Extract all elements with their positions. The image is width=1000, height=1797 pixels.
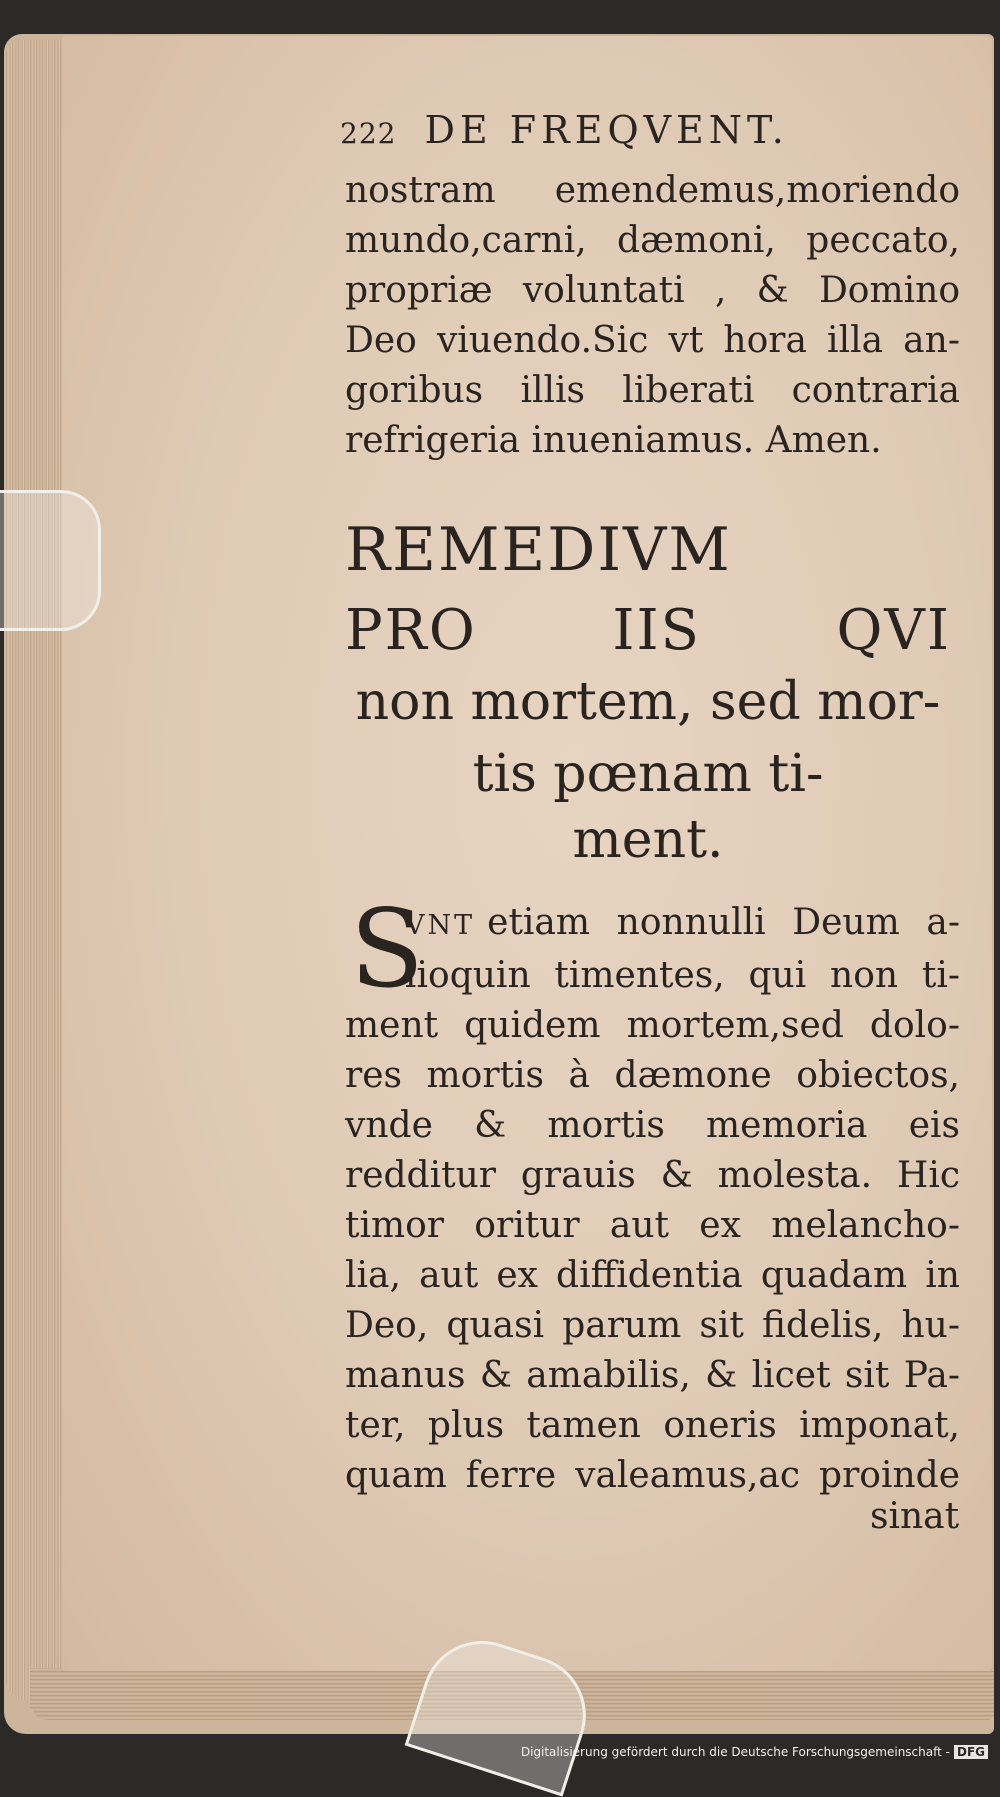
digitization-footer (521, 1745, 988, 1759)
text-line: lioquin timentes, qui non ti- (405, 955, 960, 996)
text-line: Deo viuendo.Sic vt hora illa an- (345, 320, 960, 361)
text-line: ment quidem mortem,sed dolo- (345, 1005, 960, 1046)
text-line: lia, aut ex diffidentia quadam in (345, 1255, 960, 1296)
chapter-subheading-line-3: ment. (572, 810, 724, 870)
body-paragraph (345, 898, 960, 1501)
chapter-heading-line-1: REMEDIVM (345, 515, 732, 585)
running-title: DE FREQVENT. (424, 108, 789, 152)
text-line: ter, plus tamen oneris imponat, (345, 1405, 960, 1446)
prayer-paragraph (345, 166, 960, 466)
page-clip-left (0, 490, 101, 631)
text-line: goribus illis liberati contraria (345, 370, 960, 411)
chapter-subheading-line-2: tis pœnam ti- (472, 744, 824, 804)
running-head (340, 108, 789, 152)
catchword: sinat (870, 1496, 960, 1537)
drop-capital: S (350, 887, 424, 1012)
page-number: 222 (340, 117, 397, 150)
dfg-logo: DFG (954, 1745, 988, 1759)
text-line: Deo, quasi parum sit fidelis, hu- (345, 1305, 960, 1346)
text-line: refrigeria inueniamus. Amen. (345, 420, 882, 461)
text-line (345, 898, 960, 951)
footer-text: Digitalisierung gefördert durch die Deutsche Forschungsgemeinschaft - (520, 1745, 950, 1759)
small-caps-word: VNT (405, 910, 476, 941)
first-line-text: etiam nonnulli Deum a- (487, 902, 960, 943)
chapter-heading-line-2: PRO IIS QVI (345, 598, 951, 663)
text-line: quam ferre valeamus,ac proinde (345, 1455, 960, 1496)
page-edges (6, 40, 64, 1700)
text-line: redditur grauis & molesta. Hic (345, 1155, 960, 1196)
text-line: res mortis à dæmone obiectos, (345, 1055, 960, 1096)
text-line: propriæ voluntati , & Domino (345, 270, 960, 311)
text-line: timor oritur aut ex melancho- (345, 1205, 960, 1246)
text-line: vnde & mortis memoria eis (345, 1105, 960, 1146)
text-line: manus & amabilis, & licet sit Pa- (345, 1355, 960, 1396)
text-line: mundo,carni, dæmoni, peccato, (345, 220, 960, 261)
chapter-subheading-line-1: non mortem, sed mor- (355, 672, 941, 732)
text-line: nostram emendemus,moriendo (345, 170, 960, 211)
